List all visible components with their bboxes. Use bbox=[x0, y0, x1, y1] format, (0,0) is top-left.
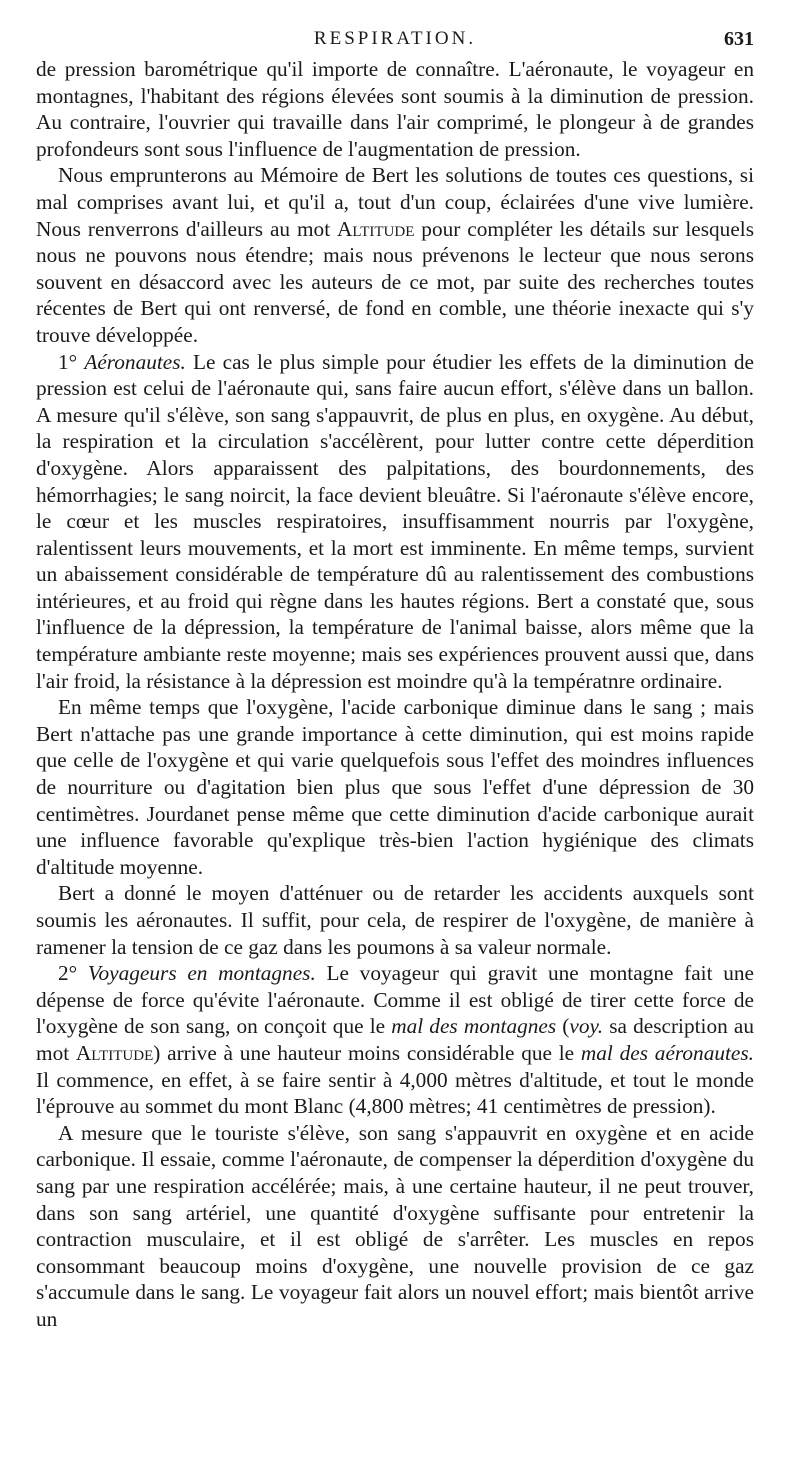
section-heading-voyageurs: Voyageurs en montagnes. bbox=[87, 961, 316, 986]
running-title: RESPIRATION. bbox=[313, 28, 477, 49]
paragraph-2-text-b: pour compléter les détails sur lesquels nous ne pouvons nous étendre; mais nous prévenons le lecteur que nous serons souvent en désaccord avec les auteurs de ce mot, par suite des recherches toutes récentes de Bert qui ont renversé, de fond en comble, une théorie inexacte qui s'y trouve développée. bbox=[36, 216, 754, 347]
paragraph-7 bbox=[36, 1120, 754, 1333]
paragraph-5 bbox=[36, 880, 754, 960]
paragraph-7-text: A mesure que le touriste s'élève, son sang s'appauvrit en oxygène et en acide carbonique. Il essaie, comme l'aéronaute, de compenser la déperdition d'oxygène du sang par une respiration accélérée; mais, à une certaine hauteur, il ne peut trouver, dans son sang artériel, une quantité d'oxygène suffisante pour entretenir la contraction musculaire, et il est obligé de s'arrêter. Les muscles en repos consommant beaucoup moins d'oxygène, une nouvelle provision de ce gaz s'accumule dans le sang. Le voyageur fait alors un nouvel effort; mais bientôt arrive un bbox=[36, 1120, 754, 1331]
section-aeronautes bbox=[36, 349, 754, 695]
term-voy: voy. bbox=[569, 1014, 604, 1039]
section-voyageurs-text-e: Il commence, en effet, à se faire sentir à 4,000 mètres d'altitude, et tout le monde l'éprouve au sommet du mont Blanc (4,800 mètres; 41 centimètres de pression). bbox=[36, 1067, 754, 1119]
term-mal-des-montagnes: mal des montagnes bbox=[391, 1014, 557, 1039]
paragraph-2 bbox=[36, 162, 754, 348]
section-number: 1° bbox=[58, 349, 85, 374]
page-header bbox=[36, 20, 754, 56]
paragraph-5-text: Bert a donné le moyen d'atténuer ou de retarder les accidents auxquels sont soumis les aéronautes. Il suffit, pour cela, de respirer de l'oxygène, de manière à ramener la tension de ce gaz dans les poumons à sa valeur normale. bbox=[36, 881, 754, 959]
section-voyageurs-text-d: ) arrive à une hauteur moins considérable que le bbox=[153, 1040, 581, 1065]
term-mal-des-aeronautes: mal des aéronautes. bbox=[580, 1040, 754, 1065]
section-voyageurs-text-b: ( bbox=[556, 1014, 570, 1039]
paragraph-1 bbox=[36, 56, 754, 162]
section-voyageurs bbox=[36, 960, 754, 1120]
section-heading-aeronautes: Aéronautes. bbox=[84, 349, 186, 374]
section-voyageurs-text-c: sa description au mot bbox=[36, 1014, 754, 1065]
document-page bbox=[36, 20, 754, 1333]
paragraph-4 bbox=[36, 694, 754, 880]
paragraph-2-text-a: Nous emprunterons au Mémoire de Bert les solutions de toutes ces questions, si mal comprises avant lui, et qu'il a, tout d'un coup, éclairées d'une vive lumière. Nous renverrons d'ailleurs au mot bbox=[36, 163, 754, 241]
section-voyageurs-text-a: Le voyageur qui gravit une montagne fait une dépense de force qu'évite l'aéronaute. Comme il est obligé de tirer cette force de l'oxygène de son sang, on conçoit que le bbox=[36, 961, 754, 1039]
paragraph-1-text: de pression barométrique qu'il importe de connaître. L'aéronaute, le voyageur en montagnes, l'habitant des régions élevées sont soumis à la diminution de pression. Au contraire, l'ouvrier qui travaille dans l'air comprimé, le plongeur à de grandes profondeurs sont sous l'influence de l'augmentation de pression. bbox=[36, 57, 754, 161]
paragraph-2-cross-reference: Altitude bbox=[337, 216, 415, 241]
section-aeronautes-text: Le cas le plus simple pour étudier les effets de la diminution de pression est celui de l'aéronaute qui, sans faire aucun effort, s'élève dans un ballon. A mesure qu'il s'élève, son sang s'appauvrit, de plus en plus, en oxygène. Au début, la respiration et la circulation s'accélèrent, pour lutter contre cette déperdition d'oxygène. Alors apparaissent des palpitations, des bourdonnements, des hémorrhagies; le sang noircit, la face devient bleuâtre. Si l'aéronaute s'élève encore, le cœur et les muscles respiratoires, insuffisamment nourris par l'oxygène, ralentissent leurs mouvements, et la mort est imminente. En même temps, survient un abaissement considérable de température dû au ralentissement des combustions intérieures, et au froid qui règne dans les hautes régions. Bert a constaté que, sous l'influence de la dépression, la température de l'animal baisse, alors même que la température ambiante reste moyenne; mais ses expériences prouvent aussi que, dans l'air froid, la résistance à la dépression est moindre qu'à la températnre ordinaire. bbox=[36, 349, 754, 693]
page-number: 631 bbox=[724, 28, 754, 50]
section-number: 2° bbox=[58, 961, 88, 986]
section-voyageurs-cross-reference: Altitude bbox=[75, 1040, 154, 1065]
paragraph-4-text: En même temps que l'oxygène, l'acide carbonique diminue dans le sang ; mais Bert n'attache pas une grande importance à cette diminution, qui est moins rapide que celle de l'oxygène et qui varie quelquefois sous l'effet des moindres influences de nourriture ou d'agitation bien plus que sous l'effet d'une dépression de 30 centimètres. Jourdanet pense même que cette diminution d'acide carbonique aurait une influence favorable qu'explique très-bien l'action hygiénique des climats d'altitude moyenne. bbox=[36, 695, 754, 879]
